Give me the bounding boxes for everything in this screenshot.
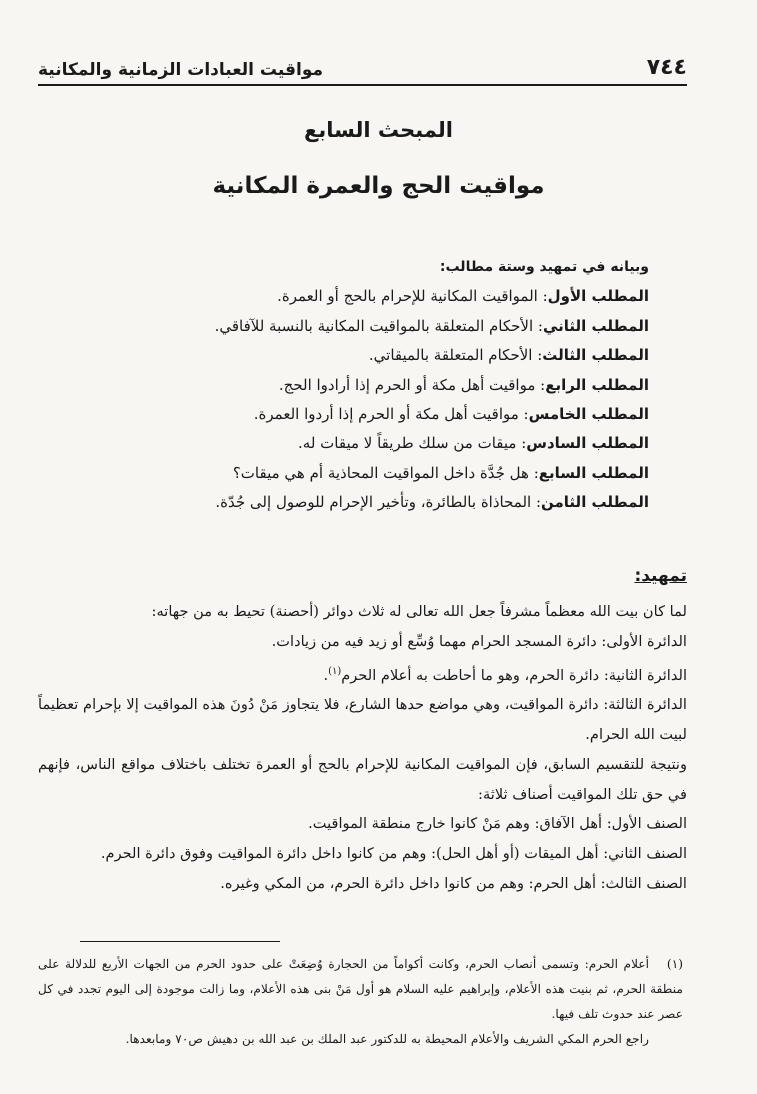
outline-item-label: المطلب الأول (547, 287, 649, 306)
outline-item-label: المطلب السادس (526, 434, 649, 453)
outline-item-label: المطلب الثالث (542, 346, 649, 365)
outline-item-label: المطلب الخامس (528, 405, 649, 424)
paragraph: لما كان بيت الله معظماً مشرفاً جعل الله تعالى له ثلاث دوائر (أحصنة) تحيط به من جهاته: (151, 603, 687, 620)
footnote-reference-line: راجع الحرم المكي الشريف والأعلام المحيطة به للدكتور عبد الملك بن عبد الله بن دهيش ص٧٠ ومابعدها. (125, 1032, 649, 1046)
outline-item-text: : المواقيت المكانية للإحرام بالحج أو العمرة. (277, 287, 548, 306)
outline-item-text: : مواقيت أهل مكة أو الحرم إذا أرادوا الحج. (278, 375, 546, 394)
section-heading: المبحث السابع (304, 118, 453, 142)
outline-intro: وبيانه في تمهيد وستة مطالب: (439, 259, 649, 275)
footnotes (38, 952, 683, 1052)
footnote-number: (١) (666, 957, 683, 971)
outline-item (60, 459, 649, 488)
outline-item-label: المطلب الرابع (545, 375, 649, 394)
paragraph: الدائرة الثالثة: دائرة المواقيت، وهي مواضع حدها الشارع، فلا يتجاوز مَنْ دُونَ هذه المواقيت إلا بإحرام تعظيماً لبيت الله الحرام. (38, 696, 687, 744)
page-header (38, 52, 687, 86)
paragraph: الصنف الأول: أهل الآفاق: وهم مَنْ كانوا خارج منطقة المواقيت. (308, 815, 687, 833)
page-number: ٧٤٤ (646, 55, 687, 80)
section-title: مواقيت الحج والعمرة المكانية (212, 173, 545, 199)
paragraph-end: . (323, 666, 329, 684)
outline-item (60, 282, 649, 311)
outline-item-text: : الأحكام المتعلقة بالمواقيت المكانية بالنسبة للآفاقي. (214, 316, 543, 335)
outline-item (60, 341, 649, 370)
outline-item-text: : مواقيت أهل مكة أو الحرم إذا أردوا العمرة. (253, 405, 529, 424)
preface-heading: تمهيد: (634, 566, 687, 586)
paragraph: ونتيجة للتقسيم السابق، فإن المواقيت المكانية للإحرام بالحج أو العمرة تختلف باختلاف مواقع الناس، فإنهم في حق تلك المواقيت أصناف ثلاثة: (38, 755, 687, 803)
outline-item (60, 488, 649, 517)
outline-item (60, 312, 649, 341)
paragraph: الصنف الثاني: أهل الميقات (أو أهل الحل): وهم من كانوا داخل دائرة المواقيت وفوق دائرة الحرم. (100, 845, 687, 863)
footnote (38, 952, 683, 1027)
paragraph: الدائرة الأولى: دائرة المسجد الحرام مهما وُسِّع أو زيد فيه من زيادات. (271, 632, 687, 650)
outline-item-text: : المحاذاة بالطائرة، وتأخير الإحرام للوصول إلى جُدّة. (215, 493, 542, 512)
outline-item-text: : الأحكام المتعلقة بالميقاتي. (368, 346, 543, 365)
outline-item-label: المطلب السابع (538, 463, 649, 482)
paragraph-text: الدائرة الثانية: دائرة الحرم، وهو ما أحاطت به أعلام الحرم (341, 666, 687, 684)
section-outline (60, 253, 649, 518)
outline-item (60, 429, 649, 458)
paragraph: الصنف الثالث: أهل الحرم: وهم من كانوا داخل دائرة الحرم، من المكي وغيره. (220, 875, 687, 893)
footnote-reference[interactable]: (١) (328, 665, 342, 677)
running-title: مواقيت العبادات الزمانية والمكانية (38, 60, 323, 80)
outline-item-text: : ميقات من سلك طريقاً لا ميقات له. (298, 434, 527, 453)
outline-item-label: المطلب الثاني (542, 316, 649, 335)
outline-item (60, 371, 649, 400)
paragraph (38, 657, 687, 691)
outline-item-text: : هل جُدَّة داخل المواقيت المحاذية أم هي ميقات؟ (232, 463, 539, 482)
footnote-text: أعلام الحرم: وتسمى أنصاب الحرم، وكانت أكواماً من الحجارة وُضِعَتْ على حدود الحرم من الجهات الأربع للدلالة على منطقة الحرم، ثم بنيت هذه الأعلام، وإبراهيم عليه السلام هو أول مَنْ بنى هذه الأعلام، وما زالت موجودة إلى اليوم تجدد في كل عصر عند حدوث تلف فيها. (38, 957, 683, 1021)
preface-body (38, 597, 687, 899)
footnote-divider (80, 941, 280, 942)
outline-item-label: المطلب الثامن (541, 493, 649, 512)
outline-item (60, 400, 649, 429)
